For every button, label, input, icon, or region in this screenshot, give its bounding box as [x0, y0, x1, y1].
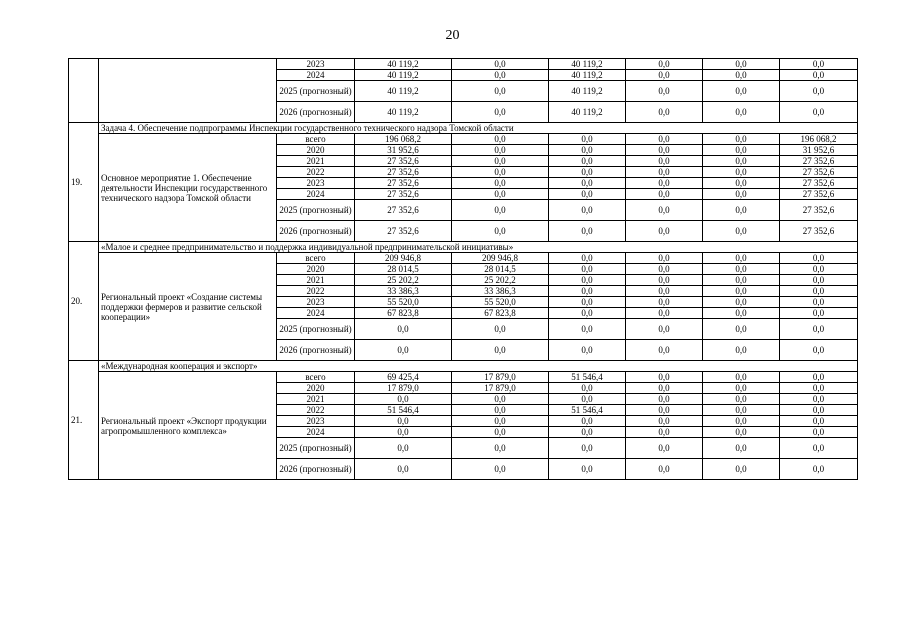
value-cell: 40 119,2	[355, 70, 452, 81]
value-cell: 0,0	[626, 394, 703, 405]
value-cell: 0,0	[780, 264, 858, 275]
year-cell: 2026 (прогнозный)	[277, 340, 355, 361]
value-cell: 0,0	[549, 297, 626, 308]
value-cell: 0,0	[549, 286, 626, 297]
value-cell: 31 952,6	[355, 145, 452, 156]
value-cell: 0,0	[703, 221, 780, 242]
value-cell: 0,0	[626, 297, 703, 308]
funding-table	[68, 58, 858, 480]
value-cell: 0,0	[780, 438, 858, 459]
value-cell: 0,0	[452, 405, 549, 416]
value-cell: 0,0	[452, 102, 549, 123]
value-cell: 0,0	[452, 416, 549, 427]
value-cell: 0,0	[626, 200, 703, 221]
value-cell: 28 014,5	[452, 264, 549, 275]
value-cell: 0,0	[780, 297, 858, 308]
value-cell: 196 068,2	[355, 134, 452, 145]
table-row	[69, 59, 858, 70]
value-cell: 27 352,6	[355, 221, 452, 242]
value-cell: 0,0	[626, 178, 703, 189]
value-cell: 0,0	[549, 427, 626, 438]
year-cell: 2023	[277, 59, 355, 70]
value-cell: 0,0	[703, 319, 780, 340]
value-cell: 0,0	[703, 59, 780, 70]
value-cell: 17 879,0	[452, 372, 549, 383]
value-cell: 40 119,2	[549, 70, 626, 81]
value-cell: 0,0	[703, 416, 780, 427]
year-cell: 2021	[277, 156, 355, 167]
value-cell: 0,0	[452, 81, 549, 102]
year-cell: 2025 (прогнозный)	[277, 81, 355, 102]
year-cell: 2024	[277, 70, 355, 81]
year-cell: 2022	[277, 405, 355, 416]
value-cell: 0,0	[780, 340, 858, 361]
value-cell: 0,0	[549, 340, 626, 361]
value-cell: 0,0	[549, 394, 626, 405]
year-cell: 2025 (прогнозный)	[277, 319, 355, 340]
value-cell: 27 352,6	[355, 189, 452, 200]
value-cell: 27 352,6	[780, 178, 858, 189]
value-cell: 0,0	[452, 221, 549, 242]
value-cell: 0,0	[626, 221, 703, 242]
value-cell: 0,0	[549, 189, 626, 200]
table-row	[69, 134, 858, 145]
value-cell: 0,0	[452, 200, 549, 221]
value-cell: 0,0	[549, 167, 626, 178]
table-row	[69, 372, 858, 383]
value-cell: 0,0	[780, 59, 858, 70]
value-cell: 0,0	[703, 70, 780, 81]
value-cell: 0,0	[355, 427, 452, 438]
value-cell: 0,0	[703, 459, 780, 480]
value-cell: 0,0	[452, 178, 549, 189]
value-cell: 0,0	[703, 297, 780, 308]
value-cell: 0,0	[549, 438, 626, 459]
page-number: 20	[445, 28, 460, 43]
section-header-row	[69, 361, 858, 372]
value-cell: 27 352,6	[780, 189, 858, 200]
value-cell: 0,0	[549, 383, 626, 394]
value-cell: 0,0	[626, 102, 703, 123]
value-cell: 0,0	[549, 253, 626, 264]
value-cell: 196 068,2	[780, 134, 858, 145]
value-cell: 0,0	[780, 319, 858, 340]
value-cell: 0,0	[355, 340, 452, 361]
value-cell: 40 119,2	[549, 102, 626, 123]
value-cell: 67 823,8	[452, 308, 549, 319]
value-cell: 0,0	[780, 416, 858, 427]
year-cell: 2020	[277, 383, 355, 394]
value-cell: 27 352,6	[355, 156, 452, 167]
year-cell: всего	[277, 253, 355, 264]
value-cell: 40 119,2	[549, 59, 626, 70]
value-cell: 0,0	[626, 167, 703, 178]
value-cell: 0,0	[549, 134, 626, 145]
value-cell: 0,0	[780, 372, 858, 383]
section-index: 21.	[69, 361, 99, 480]
value-cell: 0,0	[549, 156, 626, 167]
value-cell: 0,0	[452, 340, 549, 361]
year-cell: 2026 (прогнозный)	[277, 102, 355, 123]
value-cell: 40 119,2	[549, 81, 626, 102]
value-cell: 0,0	[703, 275, 780, 286]
year-cell: 2020	[277, 264, 355, 275]
value-cell: 0,0	[626, 438, 703, 459]
value-cell: 0,0	[452, 145, 549, 156]
value-cell: 0,0	[549, 459, 626, 480]
value-cell: 40 119,2	[355, 102, 452, 123]
value-cell: 0,0	[626, 427, 703, 438]
value-cell: 0,0	[780, 427, 858, 438]
value-cell: 0,0	[703, 438, 780, 459]
year-cell: 2023	[277, 416, 355, 427]
value-cell: 40 119,2	[355, 81, 452, 102]
year-cell: 2026 (прогнозный)	[277, 221, 355, 242]
year-cell: 2025 (прогнозный)	[277, 438, 355, 459]
value-cell: 69 425,4	[355, 372, 452, 383]
value-cell: 0,0	[703, 253, 780, 264]
value-cell: 0,0	[549, 264, 626, 275]
value-cell: 27 352,6	[355, 178, 452, 189]
year-cell: всего	[277, 134, 355, 145]
value-cell: 0,0	[626, 286, 703, 297]
value-cell: 0,0	[549, 319, 626, 340]
value-cell: 0,0	[703, 178, 780, 189]
item-name	[99, 59, 277, 123]
value-cell: 51 546,4	[549, 405, 626, 416]
value-cell: 0,0	[703, 340, 780, 361]
value-cell: 27 352,6	[780, 221, 858, 242]
item-name: Основное мероприятие 1. Обеспечение деятельности Инспекции государственного технического надзора Томской области	[99, 134, 277, 242]
table-row	[69, 253, 858, 264]
value-cell: 0,0	[452, 134, 549, 145]
year-cell: 2025 (прогнозный)	[277, 200, 355, 221]
value-cell: 17 879,0	[355, 383, 452, 394]
value-cell: 0,0	[703, 81, 780, 102]
value-cell: 33 386,3	[355, 286, 452, 297]
value-cell: 0,0	[355, 416, 452, 427]
year-cell: 2021	[277, 394, 355, 405]
section-title: «Международная кооперация и экспорт»	[99, 361, 858, 372]
year-cell: всего	[277, 372, 355, 383]
value-cell: 0,0	[780, 405, 858, 416]
value-cell: 0,0	[626, 59, 703, 70]
value-cell: 0,0	[452, 156, 549, 167]
value-cell: 0,0	[549, 416, 626, 427]
value-cell: 0,0	[703, 167, 780, 178]
item-name: Региональный проект «Экспорт продукции агропромышленного комплекса»	[99, 372, 277, 480]
value-cell: 0,0	[626, 308, 703, 319]
section-title: «Малое и среднее предпринимательство и поддержка индивидуальной предпринимательской инициативы»	[99, 242, 858, 253]
value-cell: 0,0	[549, 200, 626, 221]
value-cell: 0,0	[703, 264, 780, 275]
value-cell: 27 352,6	[780, 156, 858, 167]
year-cell: 2024	[277, 427, 355, 438]
year-cell: 2022	[277, 167, 355, 178]
year-cell: 2026 (прогнозный)	[277, 459, 355, 480]
value-cell: 0,0	[703, 372, 780, 383]
year-cell: 2023	[277, 178, 355, 189]
year-cell: 2021	[277, 275, 355, 286]
value-cell: 209 946,8	[452, 253, 549, 264]
value-cell: 17 879,0	[452, 383, 549, 394]
value-cell: 0,0	[703, 134, 780, 145]
value-cell: 0,0	[780, 459, 858, 480]
value-cell: 0,0	[452, 427, 549, 438]
value-cell: 0,0	[626, 264, 703, 275]
value-cell: 0,0	[780, 394, 858, 405]
value-cell: 0,0	[626, 372, 703, 383]
value-cell: 0,0	[452, 70, 549, 81]
value-cell: 0,0	[626, 275, 703, 286]
value-cell: 0,0	[626, 189, 703, 200]
value-cell: 0,0	[626, 383, 703, 394]
value-cell: 0,0	[355, 438, 452, 459]
value-cell: 0,0	[703, 286, 780, 297]
value-cell: 0,0	[780, 253, 858, 264]
value-cell: 0,0	[703, 189, 780, 200]
value-cell: 0,0	[626, 156, 703, 167]
year-cell: 2024	[277, 189, 355, 200]
item-name: Региональный проект «Создание системы поддержки фермеров и развитие сельской кооперации»	[99, 253, 277, 361]
value-cell: 0,0	[626, 405, 703, 416]
value-cell: 31 952,6	[780, 145, 858, 156]
value-cell: 0,0	[626, 81, 703, 102]
value-cell: 0,0	[703, 394, 780, 405]
value-cell: 0,0	[703, 156, 780, 167]
value-cell: 0,0	[703, 308, 780, 319]
value-cell: 0,0	[626, 134, 703, 145]
value-cell: 0,0	[355, 459, 452, 480]
value-cell: 0,0	[703, 145, 780, 156]
value-cell: 0,0	[452, 189, 549, 200]
value-cell: 0,0	[780, 81, 858, 102]
value-cell: 0,0	[703, 383, 780, 394]
value-cell: 0,0	[703, 200, 780, 221]
value-cell: 0,0	[780, 70, 858, 81]
value-cell: 0,0	[703, 427, 780, 438]
value-cell: 0,0	[549, 145, 626, 156]
value-cell: 0,0	[626, 416, 703, 427]
value-cell: 0,0	[355, 394, 452, 405]
value-cell: 0,0	[452, 167, 549, 178]
value-cell: 67 823,8	[355, 308, 452, 319]
value-cell: 51 546,4	[355, 405, 452, 416]
value-cell: 0,0	[703, 102, 780, 123]
value-cell: 0,0	[626, 253, 703, 264]
value-cell: 0,0	[626, 340, 703, 361]
value-cell: 0,0	[780, 308, 858, 319]
section-header-row	[69, 123, 858, 134]
year-cell: 2022	[277, 286, 355, 297]
value-cell: 33 386,3	[452, 286, 549, 297]
value-cell: 0,0	[452, 319, 549, 340]
value-cell: 0,0	[355, 319, 452, 340]
value-cell: 40 119,2	[355, 59, 452, 70]
value-cell: 0,0	[549, 308, 626, 319]
value-cell: 27 352,6	[355, 167, 452, 178]
year-cell: 2023	[277, 297, 355, 308]
value-cell: 0,0	[626, 319, 703, 340]
value-cell: 0,0	[452, 394, 549, 405]
value-cell: 0,0	[452, 438, 549, 459]
value-cell: 0,0	[626, 145, 703, 156]
value-cell: 0,0	[549, 221, 626, 242]
value-cell: 25 202,2	[355, 275, 452, 286]
value-cell: 25 202,2	[452, 275, 549, 286]
value-cell: 0,0	[626, 70, 703, 81]
value-cell: 0,0	[780, 275, 858, 286]
value-cell: 0,0	[452, 59, 549, 70]
value-cell: 0,0	[780, 102, 858, 123]
value-cell: 27 352,6	[355, 200, 452, 221]
value-cell: 0,0	[780, 286, 858, 297]
section-index: 20.	[69, 242, 99, 361]
value-cell: 28 014,5	[355, 264, 452, 275]
value-cell: 0,0	[452, 459, 549, 480]
value-cell: 55 520,0	[452, 297, 549, 308]
value-cell: 51 546,4	[549, 372, 626, 383]
value-cell: 0,0	[549, 275, 626, 286]
year-cell: 2024	[277, 308, 355, 319]
value-cell: 0,0	[780, 383, 858, 394]
year-cell: 2020	[277, 145, 355, 156]
section-index: 19.	[69, 123, 99, 242]
value-cell: 55 520,0	[355, 297, 452, 308]
section-title: Задача 4. Обеспечение подпрограммы Инспекции государственного технического надзора Томской области	[99, 123, 858, 134]
value-cell: 27 352,6	[780, 200, 858, 221]
value-cell: 0,0	[549, 178, 626, 189]
section-index	[69, 59, 99, 123]
value-cell: 0,0	[626, 459, 703, 480]
value-cell: 209 946,8	[355, 253, 452, 264]
value-cell: 27 352,6	[780, 167, 858, 178]
value-cell: 0,0	[703, 405, 780, 416]
section-header-row	[69, 242, 858, 253]
